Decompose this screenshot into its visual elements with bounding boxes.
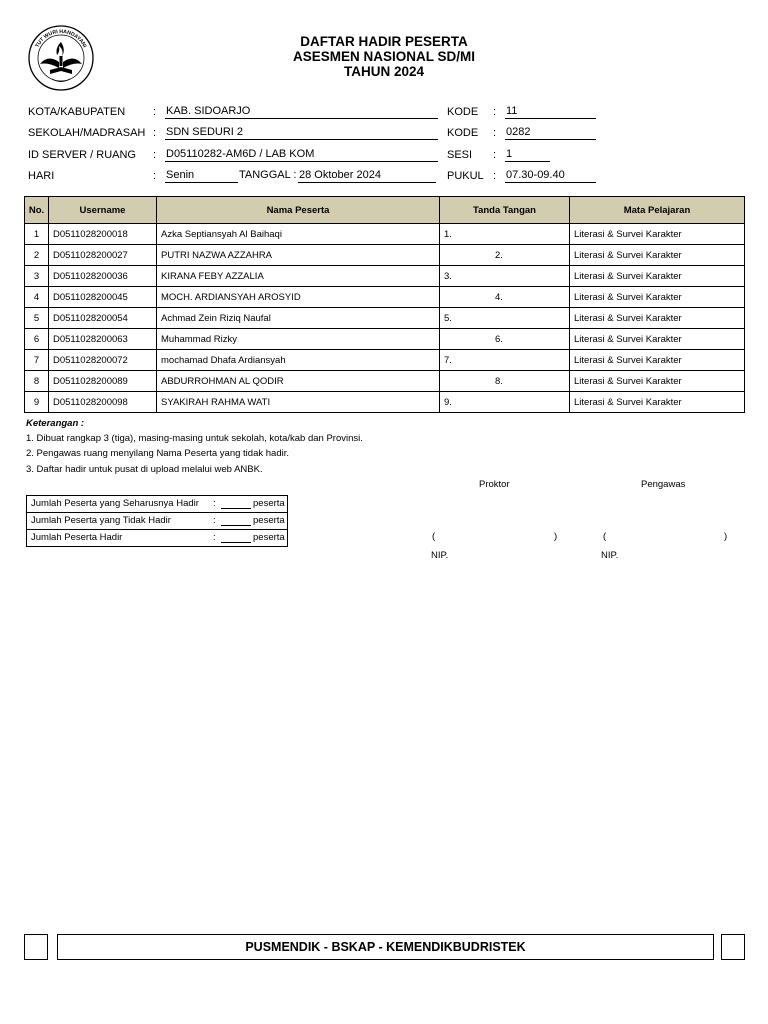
cell-no: 3 — [25, 266, 49, 287]
kota-value: KAB. SIDOARJO — [165, 105, 438, 119]
cell-username: D0511028200072 — [49, 350, 157, 371]
cell-tanda-tangan: 9. — [440, 392, 570, 413]
cell-nama: ABDURROHMAN AL QODIR — [157, 371, 440, 392]
summary-unit: peserta — [253, 498, 285, 509]
svg-text:TUT WURI HANDAYANI: TUT WURI HANDAYANI — [34, 28, 88, 49]
cell-mata-pelajaran: Literasi & Survei Karakter — [570, 266, 745, 287]
attendance-summary-box — [26, 495, 288, 547]
cell-tanda-tangan: 4. — [440, 287, 570, 308]
summary-colon: : — [213, 498, 216, 509]
table-row — [25, 308, 745, 329]
table-row — [25, 245, 745, 266]
cell-tanda-tangan: 5. — [440, 308, 570, 329]
cell-nama: PUTRI NAZWA AZZAHRA — [157, 245, 440, 266]
colon: : — [493, 106, 497, 118]
document-title — [0, 34, 768, 79]
table-row — [25, 287, 745, 308]
table-row — [25, 329, 745, 350]
note-item: 3. Daftar hadir untuk pusat di upload melalui web ANBK. — [26, 464, 263, 475]
proktor-label: Proktor — [479, 479, 510, 490]
title-line-2: ASESMEN NASIONAL SD/MI — [292, 49, 476, 64]
sesi-label: SESI — [447, 149, 473, 161]
cell-mata-pelajaran: Literasi & Survei Karakter — [570, 308, 745, 329]
cell-nama: Achmad Zein Riziq Naufal — [157, 308, 440, 329]
sekolah-label: SEKOLAH/MADRASAH — [28, 127, 146, 139]
cell-nama: MOCH. ARDIANSYAH AROSYID — [157, 287, 440, 308]
proktor-open-paren: ( — [432, 531, 436, 542]
kota-label: KOTA/KABUPATEN — [28, 106, 126, 118]
pukul-value: 07.30-09.40 — [505, 169, 596, 183]
cell-username: D0511028200063 — [49, 329, 157, 350]
colon: : — [153, 149, 157, 161]
summary-row — [27, 513, 287, 530]
colon: : — [153, 106, 157, 118]
attendance-table — [24, 196, 745, 413]
cell-nama: SYAKIRAH RAHMA WATI — [157, 392, 440, 413]
cell-no: 1 — [25, 224, 49, 245]
colon: : — [153, 170, 157, 182]
col-header-no: No. — [25, 197, 49, 224]
summary-colon: : — [213, 515, 216, 526]
sekolah-value: SDN SEDURI 2 — [165, 126, 438, 140]
summary-blank — [221, 498, 251, 509]
cell-username: D0511028200089 — [49, 371, 157, 392]
colon: : — [493, 149, 497, 161]
table-row — [25, 350, 745, 371]
cell-nama: KIRANA FEBY AZZALIA — [157, 266, 440, 287]
summary-unit: peserta — [253, 532, 285, 543]
col-header-ttd: Tanda Tangan — [440, 197, 570, 224]
cell-tanda-tangan: 6. — [440, 329, 570, 350]
kode2-value: 0282 — [505, 126, 596, 140]
cell-mata-pelajaran: Literasi & Survei Karakter — [570, 224, 745, 245]
summary-row — [27, 530, 287, 546]
cell-tanda-tangan: 2. — [440, 245, 570, 266]
cell-nama: Muhammad Rizky — [157, 329, 440, 350]
server-label: ID SERVER / RUANG — [28, 149, 136, 161]
kode1-label: KODE — [447, 106, 479, 118]
hari-label: HARI — [28, 170, 55, 182]
summary-label: Jumlah Peserta yang Tidak Hadir — [31, 515, 171, 526]
pukul-label: PUKUL — [447, 170, 484, 182]
cell-no: 2 — [25, 245, 49, 266]
table-header-row — [25, 197, 745, 224]
cell-username: D0511028200098 — [49, 392, 157, 413]
cell-tanda-tangan: 7. — [440, 350, 570, 371]
summary-blank — [221, 515, 251, 526]
tanggal-value: 28 Oktober 2024 — [298, 169, 436, 183]
sesi-value: 1 — [505, 148, 550, 162]
cell-no: 8 — [25, 371, 49, 392]
summary-blank — [221, 532, 251, 543]
pengawas-label: Pengawas — [641, 479, 686, 490]
summary-unit: peserta — [253, 515, 285, 526]
pengawas-nip: NIP. — [601, 550, 619, 561]
cell-username: D0511028200036 — [49, 266, 157, 287]
cell-nama: Azka Septiansyah Al Baihaqi — [157, 224, 440, 245]
server-value: D05110282-AM6D / LAB KOM — [165, 148, 438, 162]
note-item: 1. Dibuat rangkap 3 (tiga), masing-masing untuk sekolah, kota/kab dan Provinsi. — [26, 433, 363, 444]
footer-right-box — [721, 934, 745, 960]
colon: : — [493, 170, 497, 182]
cell-no: 6 — [25, 329, 49, 350]
cell-tanda-tangan: 8. — [440, 371, 570, 392]
table-row — [25, 392, 745, 413]
cell-mata-pelajaran: Literasi & Survei Karakter — [570, 287, 745, 308]
hari-value: Senin — [165, 169, 238, 183]
title-line-3: TAHUN 2024 — [343, 64, 425, 79]
note-item: 2. Pengawas ruang menyilang Nama Peserta yang tidak hadir. — [26, 448, 289, 459]
cell-username: D0511028200045 — [49, 287, 157, 308]
kode2-label: KODE — [447, 127, 479, 139]
notes-heading: Keterangan : — [26, 418, 85, 429]
summary-row — [27, 496, 287, 513]
kode1-value: 11 — [505, 105, 596, 119]
table-row — [25, 371, 745, 392]
table-row — [25, 224, 745, 245]
pengawas-close-paren: ) — [724, 531, 728, 542]
tanggal-label: TANGGAL : — [239, 169, 297, 181]
summary-label: Jumlah Peserta yang Seharusnya Hadir — [31, 498, 199, 509]
cell-mata-pelajaran: Literasi & Survei Karakter — [570, 245, 745, 266]
col-header-username: Username — [49, 197, 157, 224]
proktor-nip: NIP. — [431, 550, 449, 561]
cell-username: D0511028200054 — [49, 308, 157, 329]
colon: : — [493, 127, 497, 139]
summary-label: Jumlah Peserta Hadir — [31, 532, 123, 543]
cell-mata-pelajaran: Literasi & Survei Karakter — [570, 371, 745, 392]
cell-no: 7 — [25, 350, 49, 371]
cell-no: 5 — [25, 308, 49, 329]
cell-mata-pelajaran: Literasi & Survei Karakter — [570, 392, 745, 413]
cell-no: 9 — [25, 392, 49, 413]
cell-username: D0511028200018 — [49, 224, 157, 245]
cell-tanda-tangan: 1. — [440, 224, 570, 245]
table-row — [25, 266, 745, 287]
summary-colon: : — [213, 532, 216, 543]
col-header-nama: Nama Peserta — [157, 197, 440, 224]
cell-tanda-tangan: 3. — [440, 266, 570, 287]
title-line-1: DAFTAR HADIR PESERTA — [300, 34, 468, 49]
cell-mata-pelajaran: Literasi & Survei Karakter — [570, 329, 745, 350]
proktor-close-paren: ) — [554, 531, 558, 542]
cell-mata-pelajaran: Literasi & Survei Karakter — [570, 350, 745, 371]
cell-username: D0511028200027 — [49, 245, 157, 266]
cell-no: 4 — [25, 287, 49, 308]
colon: : — [153, 127, 157, 139]
cell-nama: mochamad Dhafa Ardiansyah — [157, 350, 440, 371]
footer-left-box — [24, 934, 48, 960]
col-header-mapel: Mata Pelajaran — [570, 197, 745, 224]
pengawas-open-paren: ( — [603, 531, 607, 542]
footer-banner: PUSMENDIK - BSKAP - KEMENDIKBUDRISTEK — [57, 934, 714, 960]
